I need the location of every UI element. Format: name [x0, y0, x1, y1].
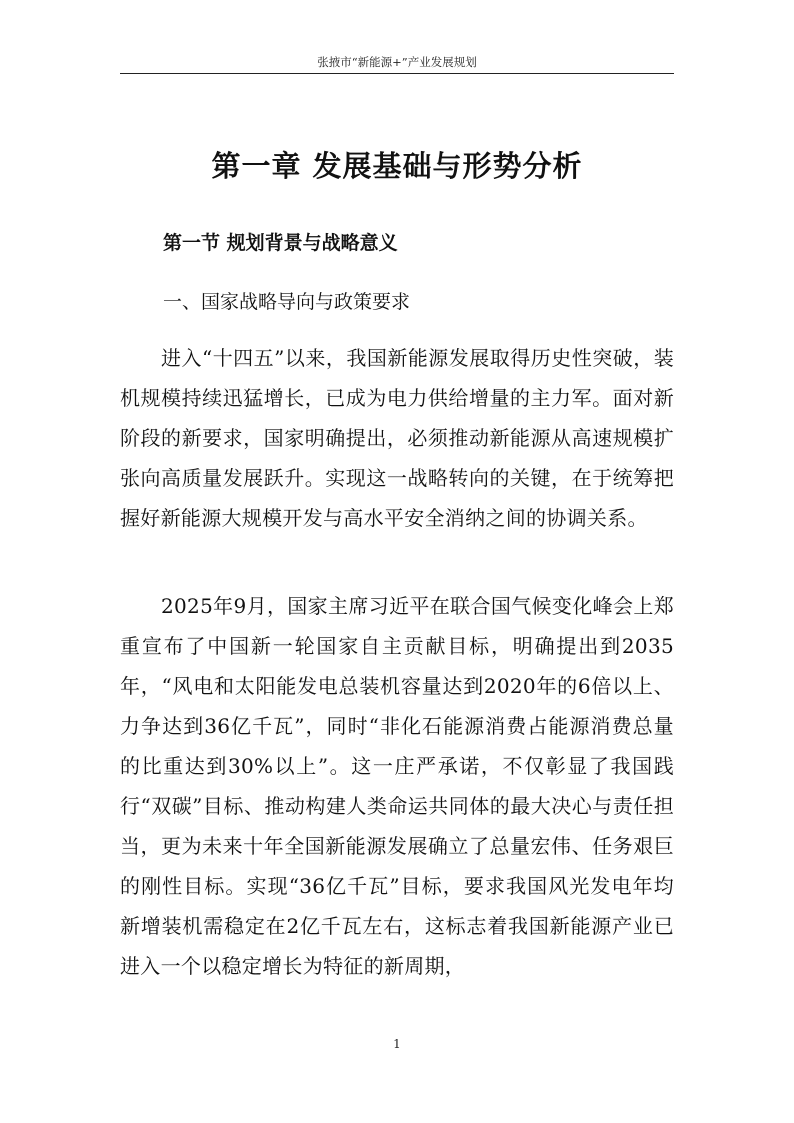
section-title: 第一节 规划背景与战略意义	[163, 232, 398, 254]
header-divider	[120, 73, 674, 74]
page-number: 1	[393, 1037, 401, 1051]
running-header: 张掖市“新能源+”产业发展规划	[317, 55, 477, 69]
chapter-title: 第一章 发展基础与形势分析	[211, 149, 583, 183]
body-paragraph: 2025年9月，国家主席习近平在联合国气候变化峰会上郑重宣布了中国新一轮国家自主贡献目标，明确提出到2035年，“风电和太阳能发电总装机容量达到2020年的6倍以上、力争达到36亿千瓦”，同时“非化石能源消费占能源消费总量的比重达到30%以上”。这一庄严承诺，不仅彰显了我国践行“双碳”目标、推动构建人类命运共同体的最大决心与责任担当，更为未来十年全国新能源发展确立了总量宏伟、任务艰巨的刚性目标。实现“36亿千瓦”目标，要求我国风光发电年均新增装机需稳定在2亿千瓦左右，这标志着我国新能源产业已进入一个以稳定增长为特征的新周期，	[120, 594, 674, 978]
subsection-title: 一、国家战略导向与政策要求	[163, 291, 411, 313]
body-paragraph: 进入“十四五”以来，我国新能源发展取得历史性突破，装机规模持续迅猛增长，已成为电力供给增量的主力军。面对新阶段的新要求，国家明确提出，必须推动新能源从高速规模扩张向高质量发展跃升。实现这一战略转向的关键，在于统筹把握好新能源大规模开发与高水平安全消纳之间的协调关系。	[120, 346, 674, 530]
